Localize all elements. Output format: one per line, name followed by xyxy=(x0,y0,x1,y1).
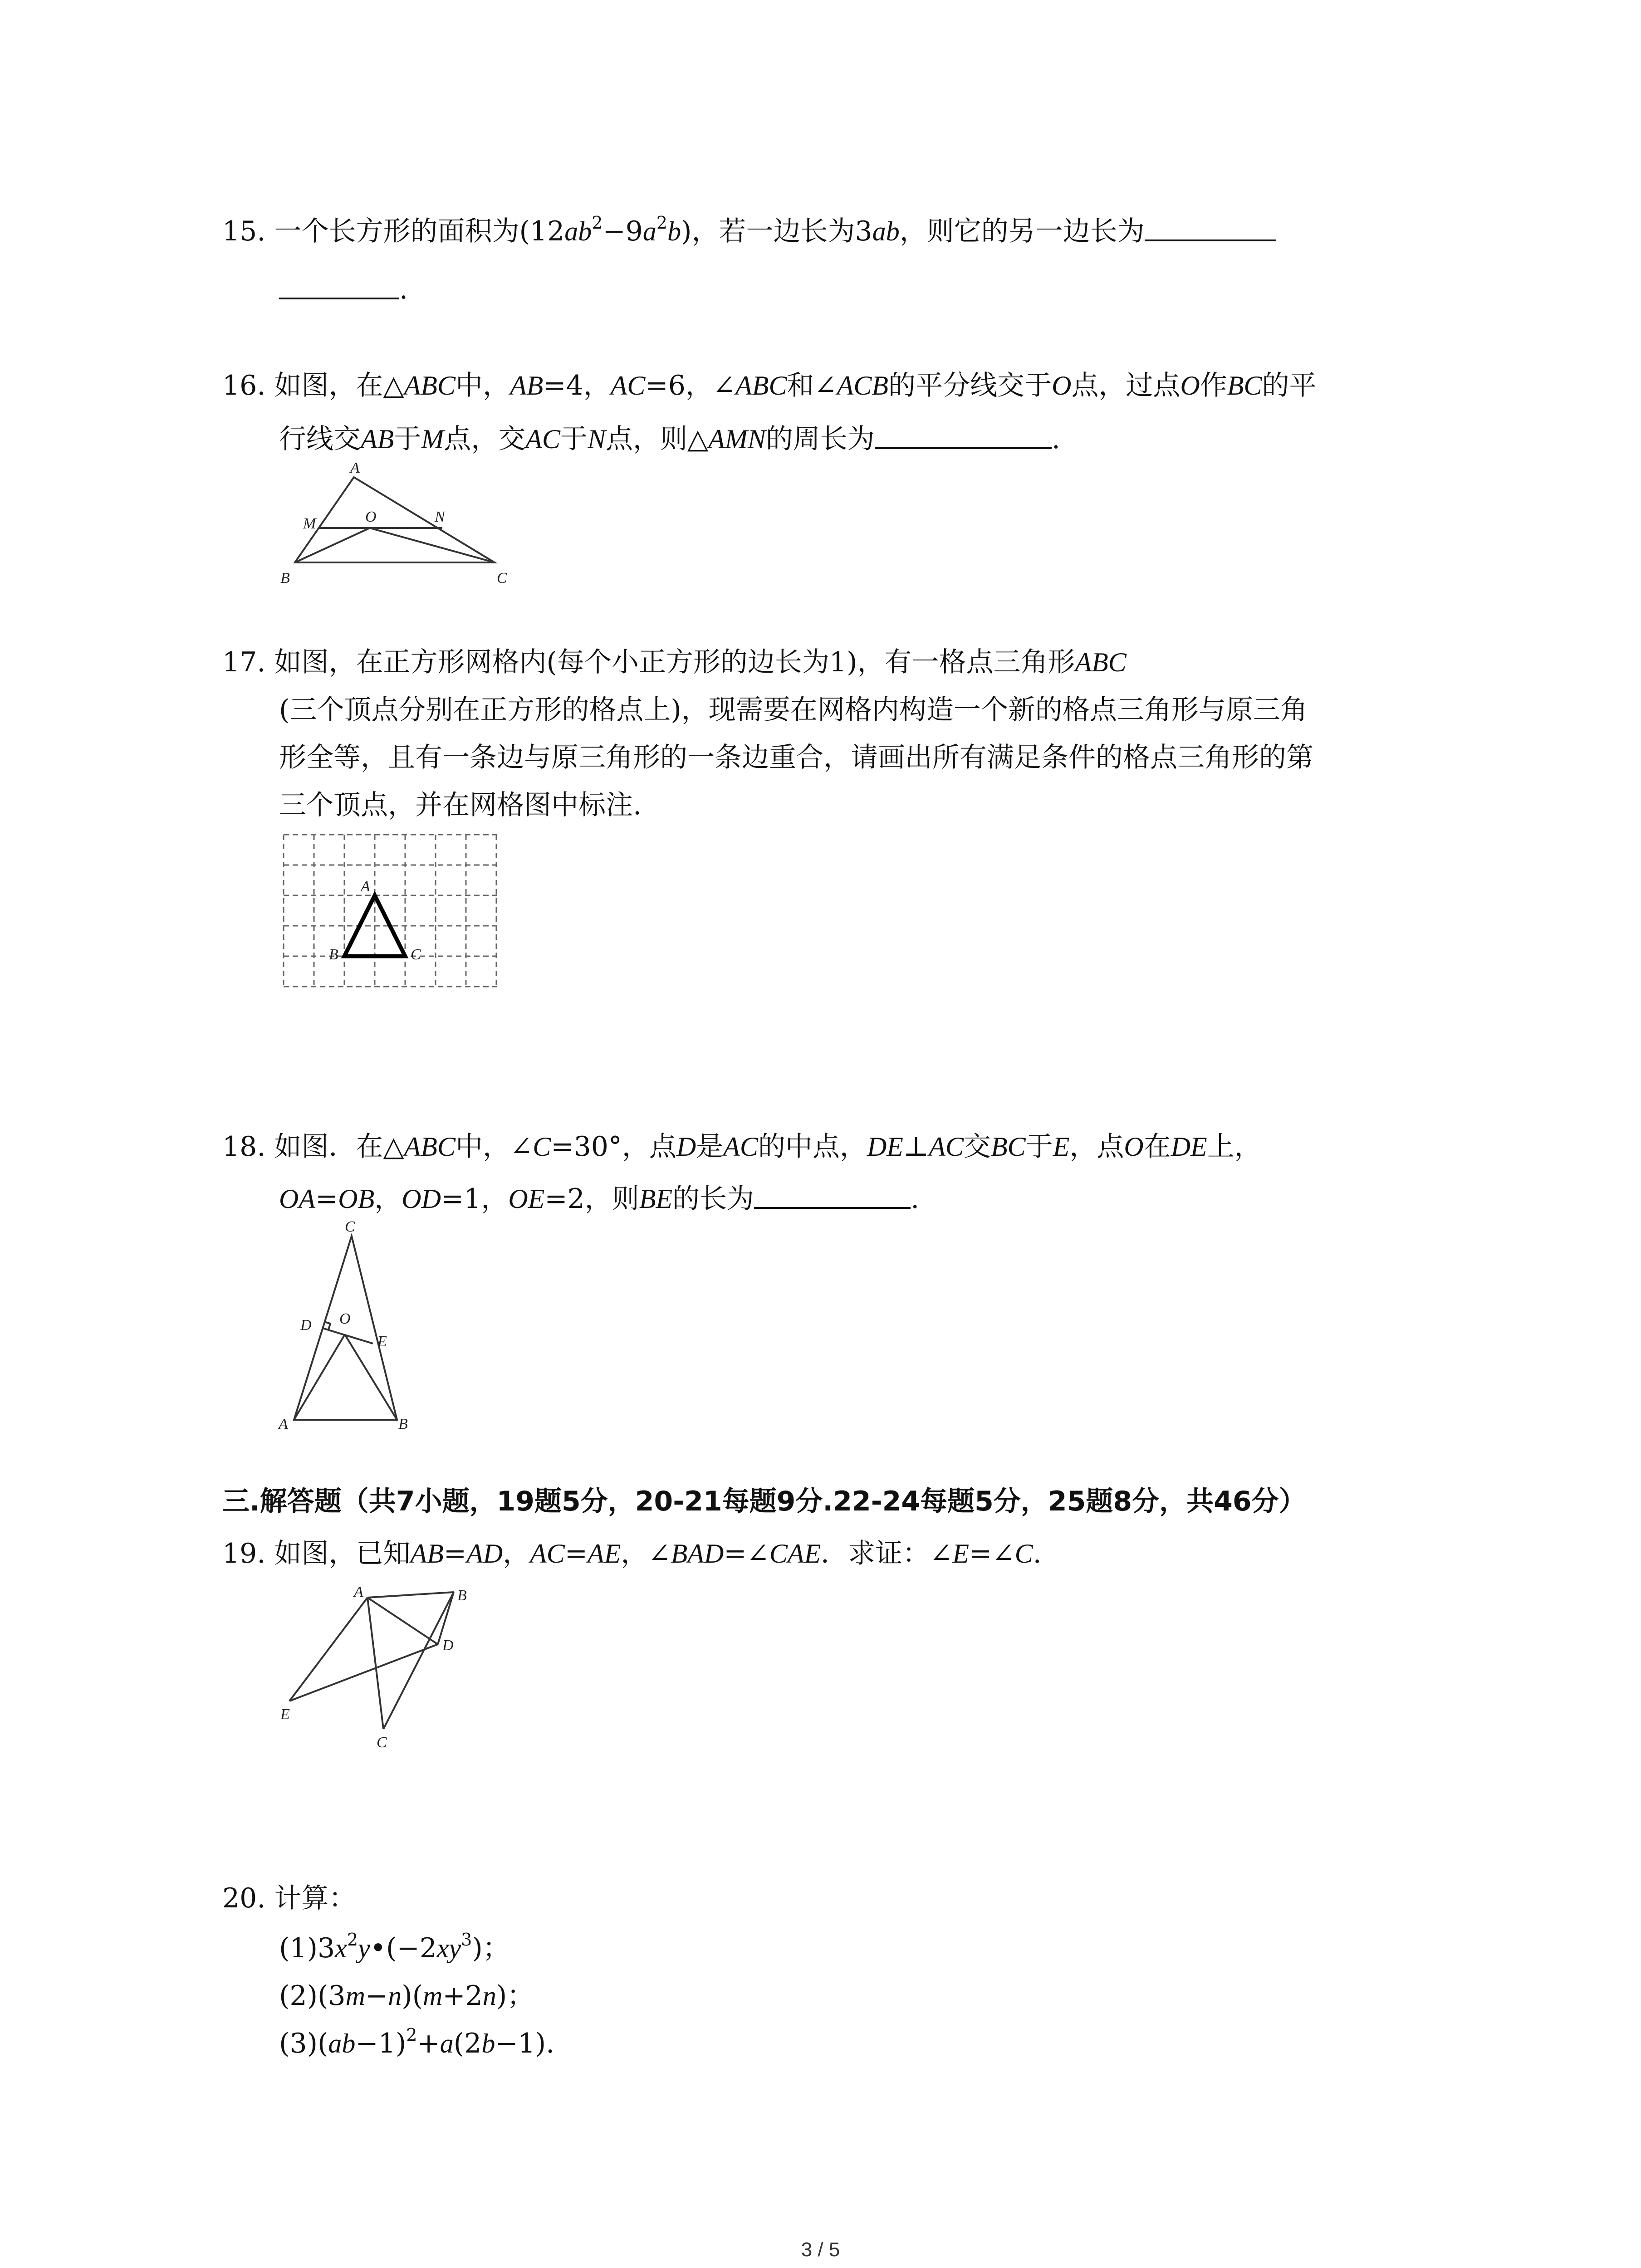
text-run: 行线交 xyxy=(279,423,361,455)
question-number: 15. xyxy=(222,215,266,247)
math-symbol: M xyxy=(421,424,444,454)
math-symbol: AC xyxy=(610,371,646,401)
svg-text:A: A xyxy=(350,459,360,476)
svg-text:C: C xyxy=(411,946,421,963)
page-number: 3 / 5 xyxy=(801,2239,840,2261)
svg-text:A: A xyxy=(279,1416,288,1432)
math-symbol: C xyxy=(1014,1539,1033,1569)
q16-line1 xyxy=(222,367,1316,404)
text-run: 上， xyxy=(1207,1131,1262,1163)
text-run: 的周长为 xyxy=(765,423,875,455)
math-symbol: E xyxy=(1053,1132,1070,1162)
text-run: =∠ xyxy=(969,1538,1015,1569)
q19-figure xyxy=(268,1569,495,1751)
math-symbol: AC xyxy=(723,1132,758,1162)
math-symbol: CAE xyxy=(769,1539,821,1569)
text-run: 交 xyxy=(964,1131,991,1163)
svg-text:B: B xyxy=(280,570,290,587)
q20-part2: (2)(3m−n)(m+2n)； xyxy=(279,1980,534,2012)
text-run: 点，过点 xyxy=(1071,370,1181,401)
math-symbol: O xyxy=(1052,371,1072,401)
q16-line2: 行线交AB于M点，交AC于N点，则△AMN的周长为 . xyxy=(279,423,1060,455)
math-symbol: OD xyxy=(402,1184,441,1214)
svg-text:D: D xyxy=(300,1317,312,1334)
text-run: 于 xyxy=(1025,1131,1053,1163)
q18-line2: OA=OB，OD=1，OE=2，则BE的长为 . xyxy=(279,1183,920,1215)
math-symbol: BC xyxy=(1227,371,1262,401)
svg-text:C: C xyxy=(497,570,507,587)
svg-text:N: N xyxy=(435,508,445,525)
math-symbol: AE xyxy=(588,1539,621,1569)
question-number: 18. xyxy=(222,1131,266,1163)
text-run: = xyxy=(564,1538,588,1569)
text-run: ，∠ xyxy=(621,1538,671,1569)
text-run: ， xyxy=(374,1183,402,1215)
svg-text:B: B xyxy=(457,1587,467,1604)
text-run: = xyxy=(443,1538,467,1569)
text-run: 是 xyxy=(696,1131,724,1163)
text-run: 的中点， xyxy=(758,1131,867,1163)
text-run: ．求证：∠ xyxy=(821,1538,953,1569)
math-symbol: N xyxy=(587,424,606,454)
math-symbol: C xyxy=(533,1132,551,1162)
svg-text:E: E xyxy=(377,1333,387,1350)
q17-grid-figure[interactable] xyxy=(279,828,506,991)
answer-blank[interactable] xyxy=(279,293,399,299)
text-run: =∠ xyxy=(724,1538,769,1569)
math-symbol: BE xyxy=(639,1184,673,1214)
svg-text:M: M xyxy=(303,515,316,532)
math-symbol: AB xyxy=(361,424,394,454)
text-run: 的平 xyxy=(1262,370,1317,401)
q17-line1 xyxy=(222,644,1127,680)
math-symbol: BC xyxy=(991,1132,1026,1162)
math-symbol: AC xyxy=(525,424,560,454)
math-symbol: ABC xyxy=(404,1132,456,1162)
text-run: 点，交 xyxy=(444,423,526,455)
text-run: ， xyxy=(503,1538,530,1569)
text-run: (三个顶点分别在正方形的格点上)，现需要在网格内构造一个新的格点三角形与原三角 xyxy=(279,694,1308,726)
text-run: 和∠ xyxy=(787,370,837,401)
text-run: 的平分线交于 xyxy=(888,370,1052,401)
q20-part1: $(1)3x^2y•(-2xy^3)$； xyxy=(279,1930,510,1964)
math-symbol: AC xyxy=(530,1539,565,1569)
text-run: = xyxy=(315,1183,338,1215)
text-run: 作 xyxy=(1200,370,1227,401)
text-run: =1， xyxy=(441,1183,509,1215)
svg-text:B: B xyxy=(329,946,338,963)
text-run: 点，则△ xyxy=(606,423,709,455)
svg-text:C: C xyxy=(345,1218,355,1235)
q17-line3 xyxy=(279,739,1313,776)
text-run: 的长为 xyxy=(672,1183,754,1215)
math-symbol: BAD xyxy=(671,1539,724,1569)
text-run: 于 xyxy=(394,423,421,455)
text-run: 中，∠ xyxy=(455,1131,533,1163)
math-symbol: AC xyxy=(929,1132,964,1162)
math-symbol: DE xyxy=(1171,1132,1207,1162)
math-symbol: D xyxy=(676,1132,696,1162)
text-run: ⊥ xyxy=(903,1131,929,1163)
text-run: =2，则 xyxy=(544,1183,639,1215)
math-symbol: ABC xyxy=(735,371,787,401)
answer-blank[interactable] xyxy=(754,1202,911,1209)
answer-blank[interactable] xyxy=(875,443,1052,449)
text-run: 如图，已知 xyxy=(274,1538,411,1569)
question-number: 16. xyxy=(222,370,266,401)
math-symbol: ACB xyxy=(837,371,889,401)
text-run: =4， xyxy=(543,370,611,401)
math-symbol: O xyxy=(1180,371,1200,401)
math-symbol: AD xyxy=(466,1539,503,1569)
math-symbol: E xyxy=(952,1539,970,1569)
text-run: 如图，在正方形网格内(每个小正方形的边长为1)，有一格点三角形 xyxy=(274,646,1075,678)
math-symbol: DE xyxy=(867,1132,903,1162)
q20-part3: $(3)(ab-1)^2+a(2b-1)$. xyxy=(279,2025,555,2059)
text-run: 形全等，且有一条边与原三角形的一条边重合，请画出所有满足条件的格点三角形的第 xyxy=(279,742,1313,773)
text-run: 于 xyxy=(560,423,588,455)
math-symbol: AB xyxy=(410,1539,444,1569)
math-symbol: AB xyxy=(509,371,544,401)
text-run: . xyxy=(1033,1538,1042,1569)
math-symbol: OE xyxy=(508,1184,545,1214)
math-symbol: ABC xyxy=(1075,647,1127,677)
question-number: 17. xyxy=(222,646,266,678)
q15-line1: 15. 一个长方形的面积为$(12ab^2-9a^2b)$，若一边长为3ab，则它的另一边长为 xyxy=(222,213,1276,249)
text-run: 在 xyxy=(1143,1131,1171,1163)
svg-text:O: O xyxy=(339,1310,351,1327)
math-symbol: OA xyxy=(279,1184,315,1214)
text-run: 如图．在△ xyxy=(274,1131,404,1163)
math-symbol: OB xyxy=(338,1184,375,1214)
text-run: =30°，点 xyxy=(551,1131,676,1163)
math-symbol: O xyxy=(1124,1132,1144,1162)
section-heading: 三.解答题（共7小题，19题5分，20-21每题9分.22-24每题5分，25题8分，共46分） xyxy=(222,1486,1306,1517)
text-run: 如图，在△ xyxy=(274,370,404,401)
q18-triangle-figure xyxy=(272,1216,422,1442)
q20-title: 20. 计算： xyxy=(222,1882,356,1914)
svg-text:A: A xyxy=(361,878,370,895)
text-run: 三个顶点，并在网格图中标注. xyxy=(279,789,642,821)
math-symbol: AMN xyxy=(708,424,766,454)
svg-text:C: C xyxy=(377,1734,387,1751)
text-run: =6，∠ xyxy=(645,370,736,401)
answer-blank[interactable] xyxy=(1145,235,1276,241)
q19-line1 xyxy=(222,1535,1042,1572)
text-run: 中， xyxy=(455,370,510,401)
text-run: ，点 xyxy=(1069,1131,1124,1163)
question-number: 19. xyxy=(222,1538,266,1569)
q16-triangle-figure xyxy=(272,454,526,594)
math-symbol: ABC xyxy=(404,371,456,401)
q15-line2: . xyxy=(279,271,408,308)
svg-text:B: B xyxy=(398,1416,408,1432)
svg-text:D: D xyxy=(442,1637,454,1654)
q18-line1 xyxy=(222,1129,1262,1165)
q17-line2 xyxy=(279,692,1308,728)
question-number: 20. xyxy=(222,1882,266,1914)
svg-text:E: E xyxy=(280,1706,290,1723)
svg-text:A: A xyxy=(354,1584,363,1600)
svg-text:O: O xyxy=(365,508,377,525)
q17-line4 xyxy=(279,787,642,823)
